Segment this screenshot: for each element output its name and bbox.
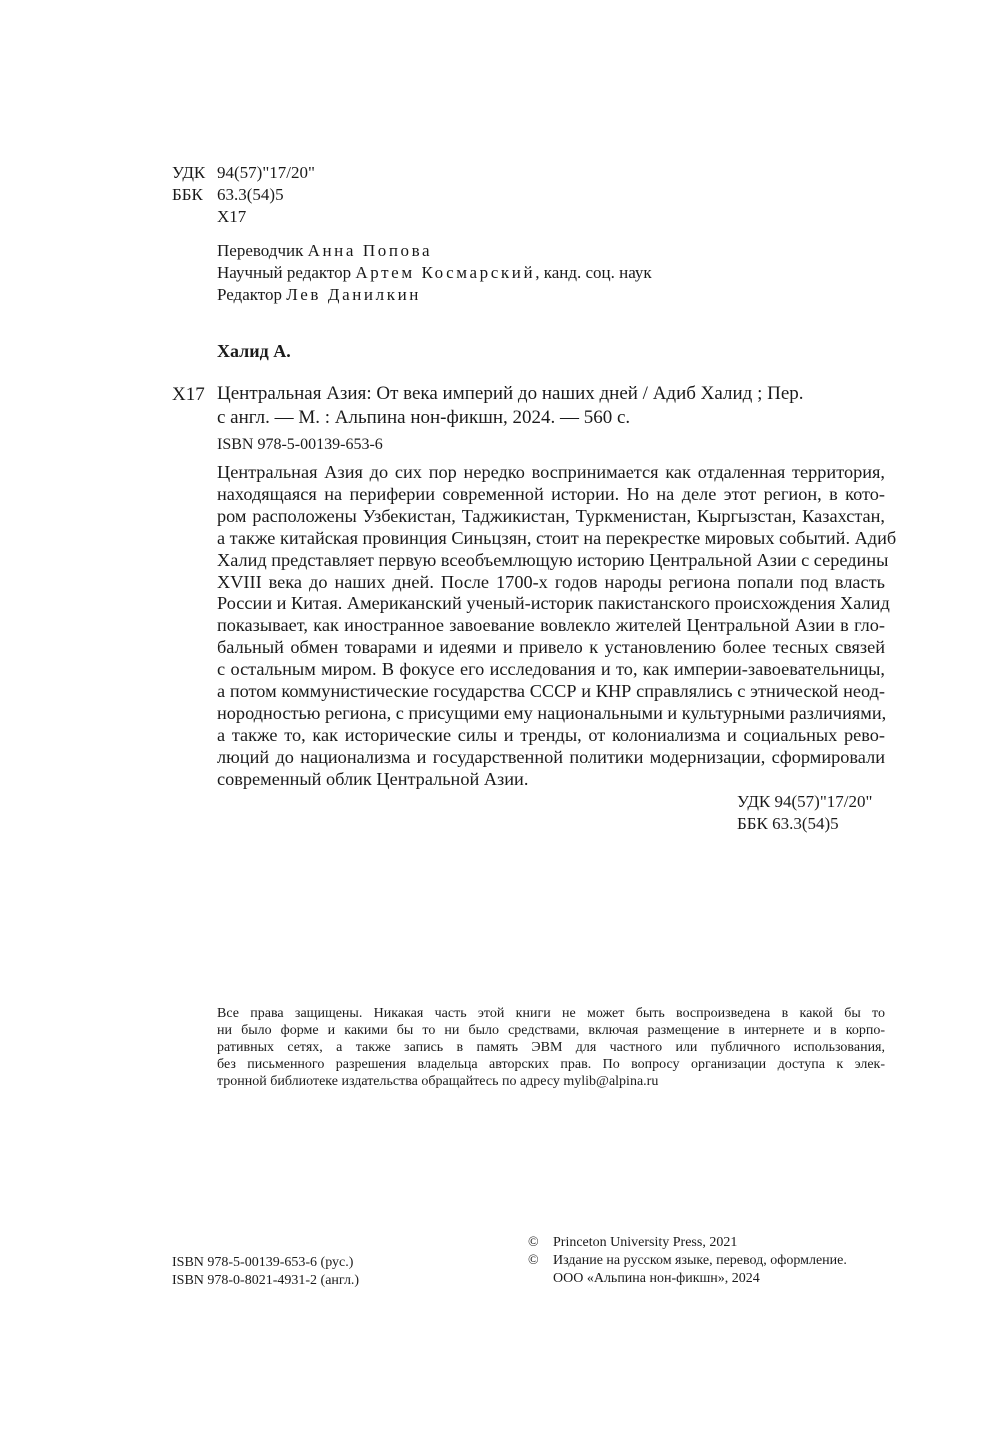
annotation-line: показывает, как иностранное завоевание вовлекло жителей Центральной Азии в гло- [217, 615, 885, 636]
rights-line: ративных сетях, а также запись в память ЭВМ для частного или публичного использования, [217, 1040, 885, 1055]
credit-role: Переводчик [217, 241, 304, 260]
rights-line: тронной библиотеке издательства обращайтесь по адресу mylib@alpina.ru [217, 1074, 659, 1089]
rights-line: Все права защищены. Никакая часть этой книги не может быть воспроизведена в какой бы то [217, 1006, 885, 1021]
rights-line: без письменного разрешения владельца авторских прав. По вопросу организации доступа к элек- [217, 1057, 885, 1072]
copyright-row [528, 1252, 847, 1270]
credit-name: Артем Космарский [355, 263, 536, 282]
annotation-line: XVIII века до наших дней. После 1700-х годов народы региона попали под власть [217, 571, 885, 592]
credit-translator [217, 240, 652, 262]
copyright-row [528, 1270, 847, 1288]
annotation-line: а также то, как исторические силы и тренды, от колониализма и социальных рево- [217, 724, 885, 745]
bibliographic-description [217, 382, 885, 430]
copyright-text: Издание на русском языке, перевод, оформление. [553, 1253, 847, 1268]
copyright-block [528, 1234, 847, 1288]
credit-name: Анна Попова [307, 241, 433, 260]
udk-code: УДК 94(57)"17/20" [737, 792, 873, 811]
credit-role: Редактор [217, 285, 282, 304]
annotation-line: находящаяся на периферии современной истории. Но на деле этот регион, в кото- [217, 483, 885, 504]
bbk-label: ББК [172, 185, 203, 204]
copyright-row [528, 1234, 847, 1252]
udk-value: 94(57)"17/20" [217, 163, 315, 182]
author-mark: Х17 [217, 207, 247, 226]
annotation-line: с остальным миром. В фокусе его исследования и то, как империи-завоевательницы, [217, 659, 885, 680]
isbn-english: ISBN 978-0-8021-4931-2 (англ.) [172, 1273, 360, 1288]
annotation-line: бальный обмен товарами и идеями и привело к установлению более тесных связей [217, 637, 885, 658]
credit-role: Научный редактор [217, 263, 352, 282]
bib-line: с англ. — М. : Альпина нон-фикшн, 2024. — 560 с. [217, 407, 631, 428]
copyright-icon: © [528, 1253, 539, 1268]
credit-suffix: , канд. соц. наук [535, 263, 652, 282]
annotation-line: Халид представляет первую всеобъемлющую историю Центральной Азии с середины [217, 549, 889, 570]
classification-block [172, 162, 315, 228]
isbn-russian: ISBN 978-5-00139-653-6 (рус.) [172, 1255, 354, 1270]
rights-notice [217, 1005, 885, 1090]
bbk-code: ББК 63.3(54)5 [737, 814, 839, 833]
annotation-line: Центральная Азия до сих пор нередко воспринимается как отдаленная территория, [217, 462, 885, 482]
annotation-line: люций до национализма и государственной политики модернизации, сформировали [217, 746, 885, 767]
credit-editor [217, 284, 652, 306]
annotation [217, 462, 897, 791]
bbk-row [172, 184, 315, 206]
classification-codes-right [737, 791, 872, 835]
annotation-line: ром расположены Узбекистан, Таджикистан, Туркменистан, Кыргызстан, Казахстан, [217, 505, 885, 526]
udk-label: УДК [172, 163, 206, 182]
author-mark-row [172, 206, 315, 228]
isbn-footer [172, 1254, 359, 1290]
annotation-line: нородностью региона, с присущими ему национальными и культурными различиями, [217, 702, 887, 723]
annotation-line: России и Китая. Американский ученый-историк пакистанского происхождения Халид [217, 593, 890, 614]
bbk-value: 63.3(54)5 [217, 185, 284, 204]
copyright-text: ООО «Альпина нон-фикшн», 2024 [553, 1271, 760, 1286]
annotation-line: современный облик Центральной Азии. [217, 768, 529, 789]
credit-name: Лев Данилкин [286, 285, 421, 304]
author-heading: Халид А. [217, 341, 291, 361]
copyright-text: Princeton University Press, 2021 [553, 1235, 738, 1250]
udk-row [172, 162, 315, 184]
annotation-line: а также китайская провинция Синьцзян, стоит на перекрестке мировых событий. Адиб [217, 527, 897, 548]
copyright-icon: © [528, 1235, 539, 1250]
isbn-main: ISBN 978-5-00139-653-6 [217, 436, 383, 453]
credits-block [217, 240, 652, 306]
bib-line: Центральная Азия: От века империй до наших дней / Адиб Халид ; Пер. [217, 383, 804, 404]
annotation-line: а потом коммунистические государства СССР и КНР справлялись с этнической неод- [217, 681, 885, 702]
entry-author-mark: Х17 [172, 384, 205, 405]
credit-science-editor [217, 262, 652, 284]
rights-line: ни было форме и какими бы то ни было средствами, включая размещение в интернете и в корпо- [217, 1023, 885, 1038]
